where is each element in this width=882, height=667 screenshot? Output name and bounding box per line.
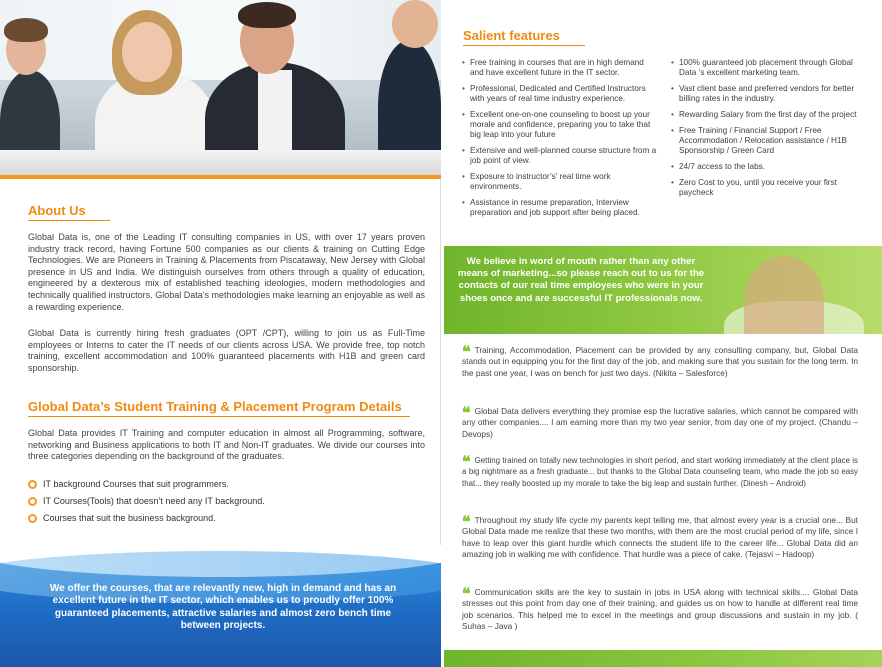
feature-item: • Professional, Dedicated and Certified Instructors with years of real time industry experience. <box>462 84 658 104</box>
word-of-mouth-banner <box>444 246 882 334</box>
ring-bullet-icon <box>28 480 37 489</box>
feature-item: • 100% guaranteed job placement through Global Data ‘s excellent marketing team. <box>671 58 866 78</box>
feature-item: • Free Training / Financial Support / Free Accommodation / Relocation assistance / H1B Sponsorship / Green Card <box>671 126 866 156</box>
about-paragraph-1: Global Data is, one of the Leading IT consulting companies in US, with over 17 years proven industry track record, having Fortune 500 companies as our clients & training on Cutting Edge Technologies. We are Pioneers in Training & Placements from Piscataway, New Jersey with Global presence in US and India. We distinguish ourselves from others through a quality of education, engineered by a dexterous mix of established teaching ideologies, modern methodologies and technically qualified instructors. Global Data's methodologies make learning an enjoyable as well as a rewarding experience. <box>28 232 425 312</box>
feature-item: • 24/7 access to the labs. <box>671 162 866 172</box>
testimonial-dinesh <box>462 452 858 489</box>
testimonial-nikita <box>462 342 858 379</box>
feature-item: • Extensive and well-planned course structure from a job point of view. <box>462 146 658 166</box>
word-of-mouth-text: We believe in word of mouth rather than any other means of marketing...so please reach out to us for the contacts of our real time employees who were in your shoes once and are successful IT professionals now. <box>457 256 705 304</box>
salient-title-underline <box>463 45 585 46</box>
program-title: Global Data’s Student Training & Placement Program Details <box>28 399 402 414</box>
photo-hair-left <box>4 18 48 42</box>
photo-table <box>0 150 441 175</box>
feature-item: • Zero Cost to you, until you receive your first paycheck <box>671 178 866 198</box>
feature-item: • Vast client base and preferred vendors for better billing rates in the industry. <box>671 84 866 104</box>
testimonial-suhas <box>462 584 858 633</box>
photo-divider-line <box>0 175 441 179</box>
banner-person <box>744 256 824 334</box>
offer-banner <box>0 545 441 667</box>
feature-item: • Excellent one-on-one counseling to boost up your morale and confidence, preparing you to take that big leap into your future <box>462 110 658 140</box>
program-paragraph: Global Data provides IT Training and computer education in almost all Programming, software, networking and Business applications to both IT and Non-IT graduates. We divide our courses into three categories depending on the background of the graduates. <box>28 428 425 462</box>
ring-bullet-icon <box>28 497 37 506</box>
features-list-left <box>462 58 658 224</box>
quote-icon: ❝ <box>462 512 471 531</box>
course-category-item <box>28 476 428 493</box>
quote-icon: ❝ <box>462 403 471 422</box>
ring-bullet-icon <box>28 514 37 523</box>
program-title-underline <box>28 416 410 417</box>
testimonial-text: Getting trained on totally new technologies in short period, and start working immediately at the client place is a big nightmare as a fresh graduate... but thanks to the Global Data counseling team, who made the job so easy that... they really boosted up my morale to take the big leap and sustain further. (Dinesh – Android) <box>462 456 858 488</box>
testimonial-tejasvi <box>462 512 858 561</box>
feature-item: • Free training in courses that are in high demand and have excellent future in the IT sector. <box>462 58 658 78</box>
about-paragraph-2: Global Data is currently hiring fresh graduates (OPT /CPT), willing to join us as Full-Time employees or Interns to cater the IT needs of our clients across USA. We provide free, top notch training, excellent accommodation and 100% guaranteed placements with H1B and green card sponsorship. <box>28 328 425 373</box>
testimonial-text: Throughout my study life cycle my parents kept telling me, that almost every year is a crucial one... But Global Data made me realize that these two months, with them are the most crucial period of my life, since I have to leap over this giant hurdle which connects the student life to the career life... Global Data did an amazing job in walking me with confidence. That hurdle was a piece of cake. (Tejasvi – Hadoop) <box>462 515 858 560</box>
about-title: About Us <box>28 203 86 218</box>
feature-item: • Assistance in resume preparation, Interview preparation and job support after being placed. <box>462 198 658 218</box>
features-list-right <box>671 58 866 204</box>
quote-icon: ❝ <box>462 452 471 471</box>
testimonial-text: Global Data delivers everything they promise esp the lucrative salaries, which cannot be compared with any other companies.... I am earning more than my two year senior, from day one of my project. (Chandu – Devops) <box>462 406 858 439</box>
course-category-label: IT background Courses that suit programmers. <box>43 479 229 489</box>
quote-icon: ❝ <box>462 342 471 361</box>
about-title-underline <box>28 220 110 221</box>
photo-head-right <box>392 0 438 48</box>
photo-head-woman <box>122 22 172 82</box>
photo-hair-center <box>238 2 296 28</box>
course-category-item <box>28 510 428 527</box>
testimonial-text: Training, Accommodation, Placement can be provided by any consulting company, but, Global Data stands out in equipping you for the first day of the job, and making sure that you sustain for the long term. In the past one year, I was on bench for just two days. (Nikita – Salesforce) <box>462 345 858 378</box>
team-photo <box>0 0 441 175</box>
testimonial-text: Communication skills are the key to sustain in jobs in USA along with technical skills.... Global Data stresses out this point from day one of their training, and guides us on how to handle at different real time job scenarios. This helped me to excel in the meetings and group discussions and sustain in my job. ( Suhas – Java ) <box>462 587 858 632</box>
testimonial-chandu <box>462 403 858 440</box>
feature-item: • Exposure to instructor’s’ real time work environments. <box>462 172 658 192</box>
course-category-label: Courses that suit the business background. <box>43 513 216 523</box>
quote-icon: ❝ <box>462 584 471 603</box>
course-category-label: IT Courses(Tools) that doesn’t need any IT background. <box>43 496 265 506</box>
offer-banner-text: We offer the courses, that are relevantly new, high in demand and has an excellent future in the IT sector, which enables us to proudly offer 100% guaranteed placements, attractive salaries and almost zero bench time between projects. <box>49 583 397 632</box>
course-category-item <box>28 493 428 510</box>
footer-green-strip <box>444 650 882 667</box>
feature-item: • Rewarding Salary from the first day of the project <box>671 110 866 120</box>
course-category-list <box>28 476 428 527</box>
photo-window-background <box>0 0 441 80</box>
salient-title: Salient features <box>463 28 560 43</box>
